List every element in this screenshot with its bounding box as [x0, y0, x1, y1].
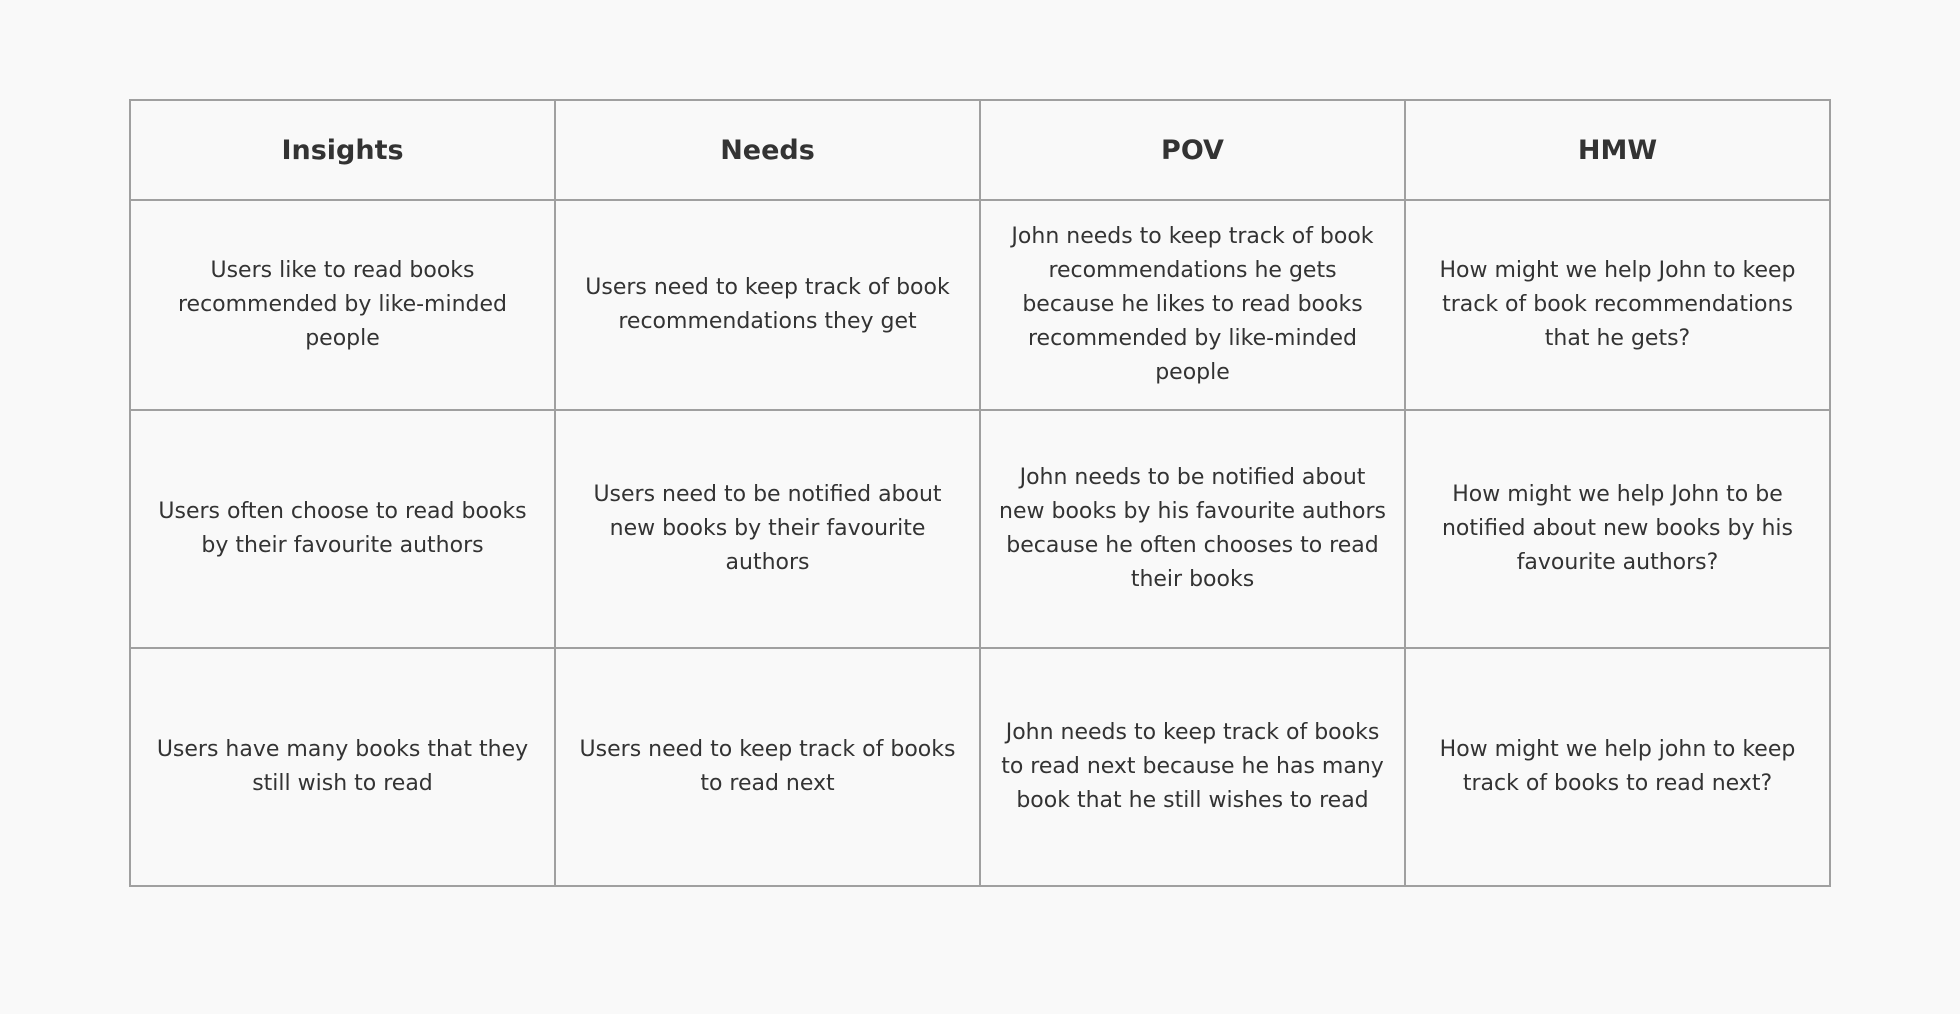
header-insights: Insights	[130, 100, 555, 200]
insight-cell: Users have many books that they still wish to read	[130, 648, 555, 886]
insight-cell: Users like to read books recommended by like-minded people	[130, 200, 555, 410]
pov-cell: John needs to be notified about new books by his favourite authors because he often chooses to read their books	[980, 410, 1405, 648]
need-cell: Users need to keep track of book recommendations they get	[555, 200, 980, 410]
pov-cell: John needs to keep track of book recommendations he gets because he likes to read books recommended by like-minded people	[980, 200, 1405, 410]
table-row	[130, 200, 1830, 410]
table-row	[130, 648, 1830, 886]
need-cell: Users need to keep track of books to read next	[555, 648, 980, 886]
insight-cell: Users often choose to read books by their favourite authors	[130, 410, 555, 648]
need-cell: Users need to be notified about new books by their favourite authors	[555, 410, 980, 648]
hmw-cell: How might we help John to be notified about new books by his favourite authors?	[1405, 410, 1830, 648]
pov-cell: John needs to keep track of books to read next because he has many book that he still wishes to read	[980, 648, 1405, 886]
insights-needs-pov-hmw-table	[129, 99, 1831, 887]
hmw-cell: How might we help John to keep track of book recommendations that he gets?	[1405, 200, 1830, 410]
header-needs: Needs	[555, 100, 980, 200]
table-row	[130, 410, 1830, 648]
hmw-cell: How might we help john to keep track of books to read next?	[1405, 648, 1830, 886]
header-hmw: HMW	[1405, 100, 1830, 200]
header-pov: POV	[980, 100, 1405, 200]
table-header-row	[130, 100, 1830, 200]
